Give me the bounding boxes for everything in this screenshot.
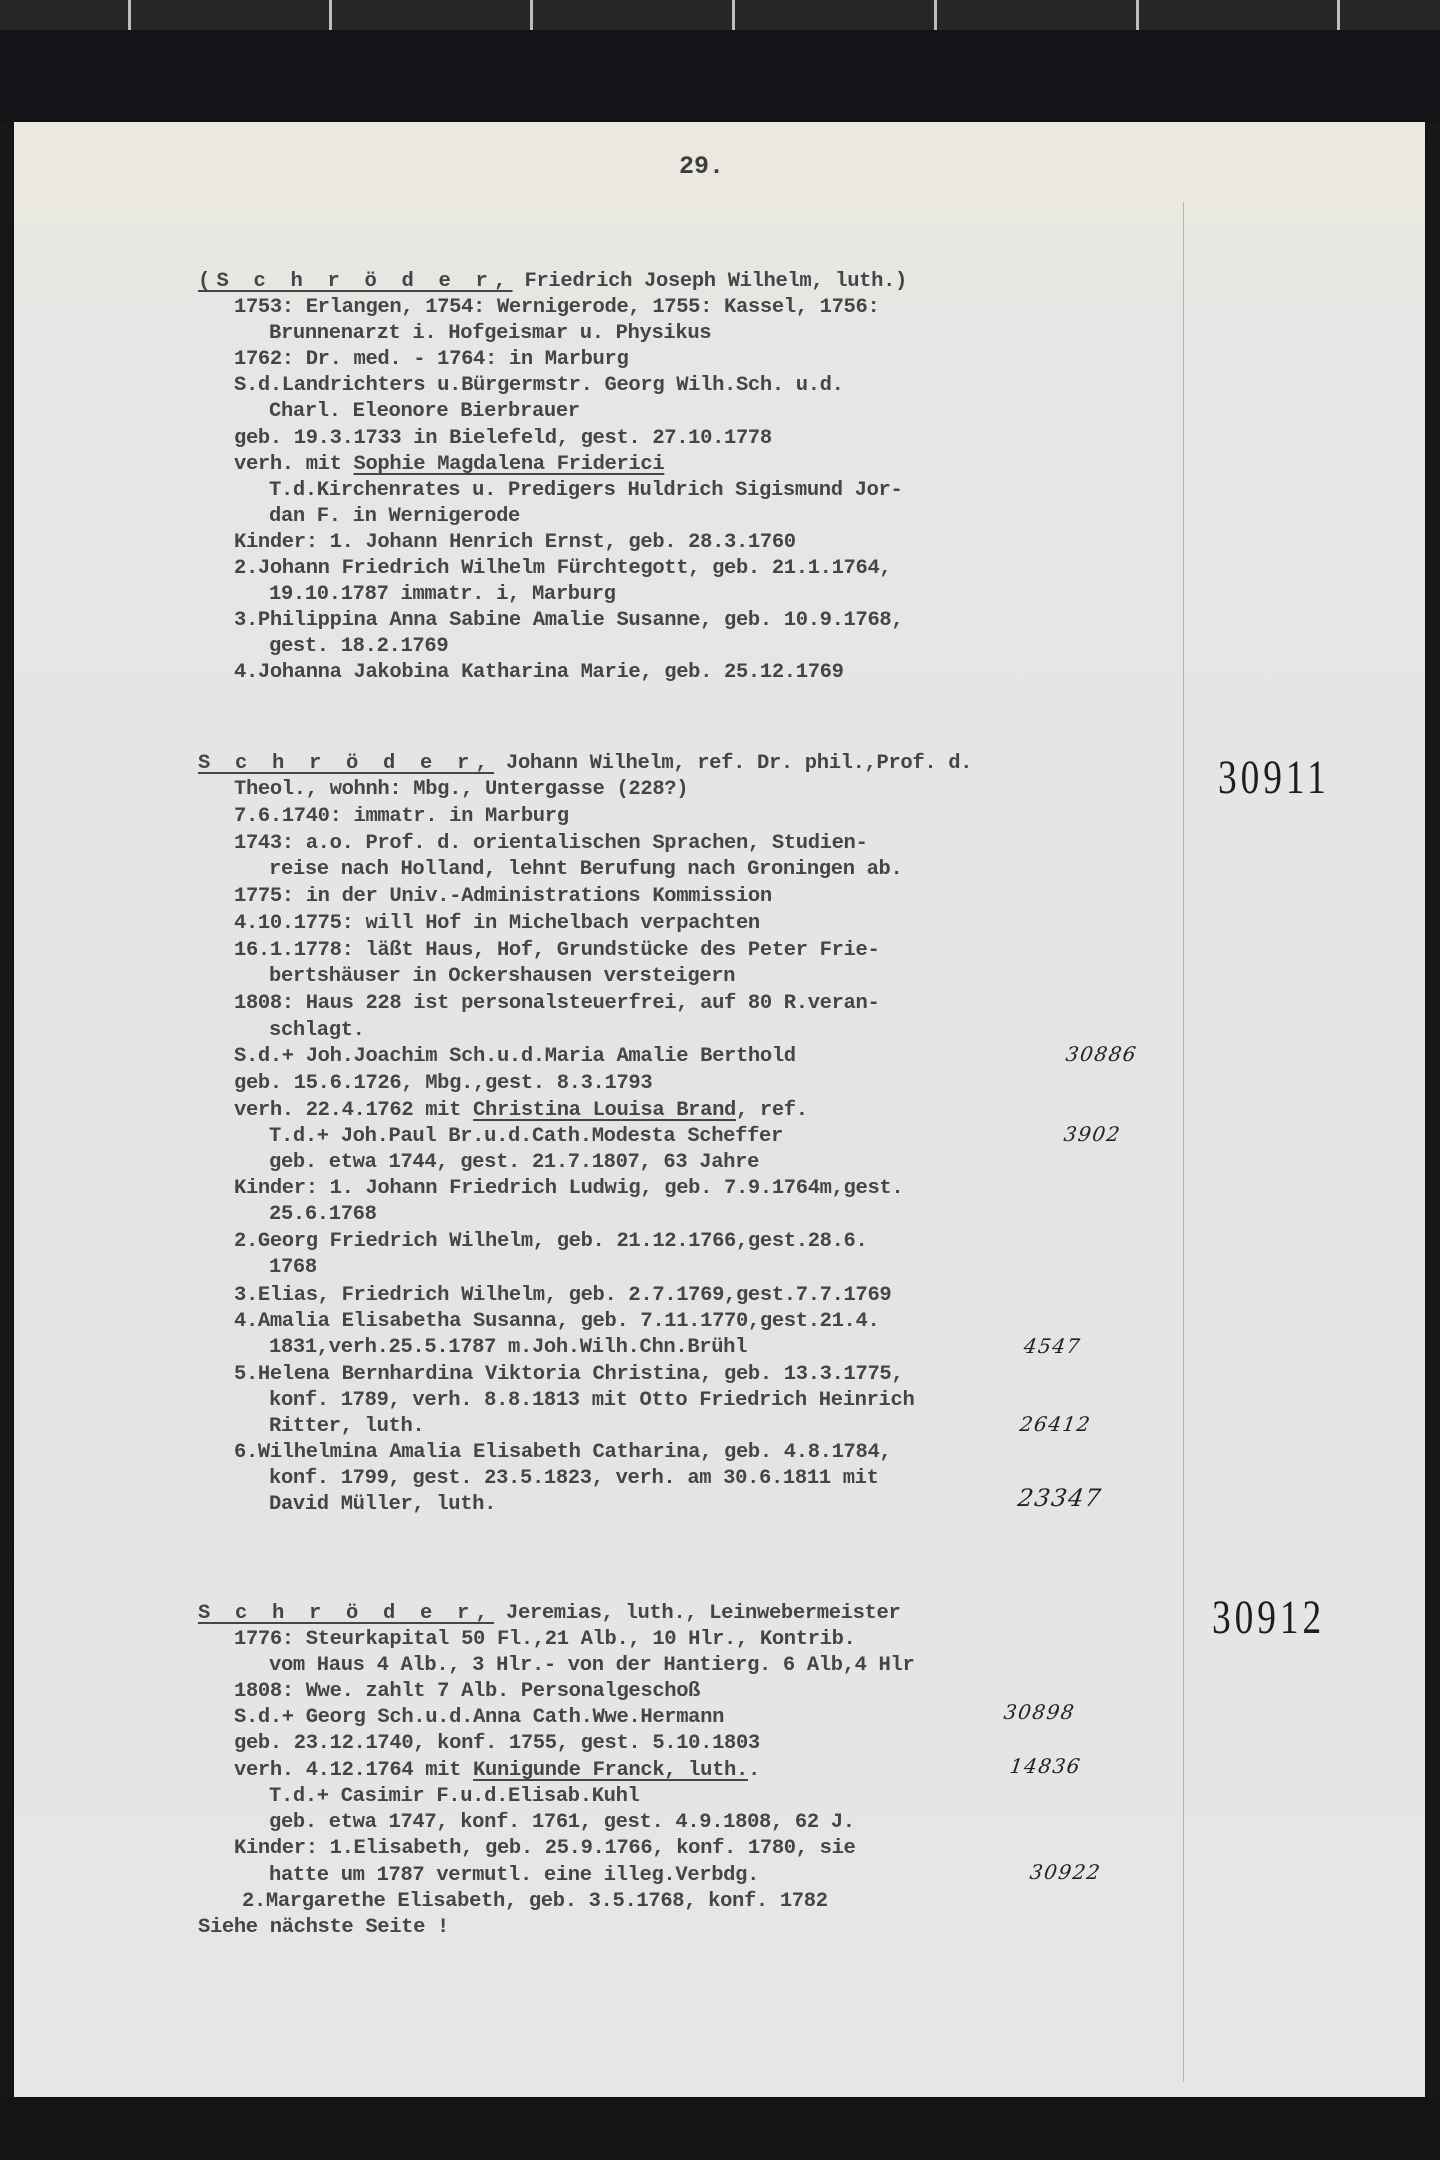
spouse-name: Sophie Magdalena Friderici — [353, 453, 665, 476]
entry-line: konf. 1799, gest. 23.5.1823, verh. am 30.6.1811 mit — [269, 1467, 879, 1490]
entry-line: verh. 22.4.1762 mit Christina Louisa Brand, ref. — [234, 1099, 808, 1122]
entry-line: 1762: Dr. med. - 1764: in Marburg — [234, 348, 629, 371]
entry-line: Kinder: 1.Elisabeth, geb. 25.9.1766, konf. 1780, sie — [234, 1837, 856, 1860]
handwritten-reference: 4547 — [1022, 1334, 1083, 1358]
entry-line: 1831,verh.25.5.1787 m.Joh.Wilh.Chn.Brühl — [269, 1336, 748, 1359]
entry-line: 2.Johann Friedrich Wilhelm Fürchtegott, geb. 21.1.1764, — [234, 557, 892, 580]
entry-line: Ritter, luth. — [269, 1415, 425, 1438]
entry-line: geb. 23.12.1740, konf. 1755, gest. 5.10.1803 — [234, 1732, 760, 1755]
film-tick — [934, 0, 937, 30]
handwritten-reference: 30886 — [1064, 1042, 1139, 1066]
entry-line: Kinder: 1. Johann Henrich Ernst, geb. 28.3.1760 — [234, 531, 796, 554]
film-tick — [329, 0, 332, 30]
entry-line: geb. etwa 1744, gest. 21.7.1807, 63 Jahre — [269, 1151, 760, 1174]
entry-line: T.d.+ Joh.Paul Br.u.d.Cath.Modesta Scheffer — [269, 1125, 783, 1148]
entry-line: 1808: Haus 228 ist personalsteuerfrei, auf 80 R.veran- — [234, 992, 880, 1015]
entry-line: David Müller, luth. — [269, 1493, 497, 1516]
handwritten-reference: 14836 — [1008, 1754, 1083, 1778]
entry-line: S.d.Landrichters u.Bürgermstr. Georg Wilh.Sch. u.d. — [234, 374, 844, 397]
handwritten-reference: 26412 — [1018, 1412, 1093, 1436]
entry-line: geb. 19.3.1733 in Bielefeld, gest. 27.10.1778 — [234, 427, 772, 450]
entry-line: 1808: Wwe. zahlt 7 Alb. Personalgeschoß — [234, 1680, 701, 1703]
film-strip — [0, 0, 1440, 30]
film-tick — [732, 0, 735, 30]
entry-line: 3.Elias, Friedrich Wilhelm, geb. 2.7.1769,gest.7.7.1769 — [234, 1284, 892, 1307]
entry-line: 1775: in der Univ.-Administrations Kommission — [234, 885, 772, 908]
entry-line: 4.Johanna Jakobina Katharina Marie, geb. 25.12.1769 — [234, 661, 844, 684]
entry-line: T.d.Kirchenrates u. Predigers Huldrich Sigismund Jor- — [269, 479, 903, 502]
entry-line: 6.Wilhelmina Amalia Elisabeth Catharina, geb. 4.8.1784, — [234, 1441, 892, 1464]
film-tick — [530, 0, 533, 30]
scanner-background — [0, 30, 1440, 122]
page-number: 29. — [679, 152, 725, 181]
entry-line: Brunnenarzt i. Hofgeismar u. Physikus — [269, 322, 712, 345]
entry-line: verh. 4.12.1764 mit Kunigunde Franck, luth.. — [234, 1759, 760, 1782]
entry-line: konf. 1789, verh. 8.8.1813 mit Otto Friedrich Heinrich — [269, 1389, 915, 1412]
scanner-background-bottom — [0, 2097, 1440, 2160]
entry-line: verh. mit Sophie Magdalena Friderici — [234, 453, 665, 476]
record-number-stamp: 30911 — [1218, 751, 1330, 804]
entry-line: S.d.+ Joh.Joachim Sch.u.d.Maria Amalie Berthold — [234, 1045, 796, 1068]
entry-line: 16.1.1778: läßt Haus, Hof, Grundstücke des Peter Frie- — [234, 939, 880, 962]
entry-line: 2.Georg Friedrich Wilhelm, geb. 21.12.1766,gest.28.6. — [234, 1230, 868, 1253]
entry-line: schlagt. — [269, 1019, 365, 1042]
handwritten-reference: 23347 — [1016, 1484, 1104, 1512]
entry-line: 5.Helena Bernhardina Viktoria Christina, geb. 13.3.1775, — [234, 1363, 904, 1386]
entry-line: geb. 15.6.1726, Mbg.,gest. 8.3.1793 — [234, 1072, 653, 1095]
entry-line: bertshäuser in Ockershausen versteigern — [269, 965, 736, 988]
handwritten-reference: 30922 — [1028, 1860, 1103, 1884]
margin-rule — [1183, 202, 1184, 2082]
entry-line: 19.10.1787 immatr. i, Marburg — [269, 583, 616, 606]
entry-line: geb. etwa 1747, konf. 1761, gest. 4.9.1808, 62 J. — [269, 1811, 855, 1834]
record-number-stamp: 30912 — [1212, 1591, 1326, 1644]
handwritten-reference: 30898 — [1002, 1700, 1077, 1724]
entry-heading: (S c h r ö d e r, Friedrich Joseph Wilhelm, luth.) — [198, 270, 907, 293]
film-tick — [128, 0, 131, 30]
entry-line: 2.Margarethe Elisabeth, geb. 3.5.1768, konf. 1782 — [242, 1890, 828, 1913]
entry-line: Kinder: 1. Johann Friedrich Ludwig, geb. 7.9.1764m,gest. — [234, 1177, 904, 1200]
entry-line: dan F. in Wernigerode — [269, 505, 520, 528]
entry-line: 1753: Erlangen, 1754: Wernigerode, 1755: Kassel, 1756: — [234, 296, 880, 319]
handwritten-reference: 3902 — [1062, 1122, 1123, 1146]
entry-line: 25.6.1768 — [269, 1203, 377, 1226]
entry-line: vom Haus 4 Alb., 3 Hlr.- von der Hantierg. 6 Alb,4 Hlr — [269, 1654, 915, 1677]
entry-line: 4.Amalia Elisabetha Susanna, geb. 7.11.1770,gest.21.4. — [234, 1310, 880, 1333]
entry-line: S.d.+ Georg Sch.u.d.Anna Cath.Wwe.Hermann — [234, 1706, 725, 1729]
entry-line: 1743: a.o. Prof. d. orientalischen Sprachen, Studien- — [234, 832, 868, 855]
entry-line: reise nach Holland, lehnt Berufung nach Groningen ab. — [269, 858, 903, 881]
entry-line: Charl. Eleonore Bierbrauer — [269, 400, 580, 423]
entry-line: 1768 — [269, 1256, 317, 1279]
entry-line: 1776: Steurkapital 50 Fl.,21 Alb., 10 Hlr., Kontrib. — [234, 1628, 856, 1651]
entry-heading: S c h r ö d e r, Jeremias, luth., Leinwebermeister — [198, 1602, 901, 1625]
spouse-name: Christina Louisa Brand — [473, 1099, 736, 1122]
document-page — [14, 122, 1425, 2097]
entry-line: 4.10.1775: will Hof in Michelbach verpachten — [234, 912, 760, 935]
spouse-name: Kunigunde Franck, luth. — [473, 1759, 748, 1782]
entry-line: Theol., wohnh: Mbg., Untergasse (228?) — [234, 778, 689, 801]
entry-line: 7.6.1740: immatr. in Marburg — [234, 805, 569, 828]
continuation-note: Siehe nächste Seite ! — [198, 1916, 449, 1939]
film-tick — [1136, 0, 1139, 30]
entry-heading: S c h r ö d e r, Johann Wilhelm, ref. Dr. phil.,Prof. d. — [198, 752, 973, 775]
film-tick — [1337, 0, 1340, 30]
entry-line: hatte um 1787 vermutl. eine illeg.Verbdg. — [269, 1864, 760, 1887]
entry-line: 3.Philippina Anna Sabine Amalie Susanne, geb. 10.9.1768, — [234, 609, 904, 632]
entry-line: T.d.+ Casimir F.u.d.Elisab.Kuhl — [269, 1785, 640, 1808]
entry-line: gest. 18.2.1769 — [269, 635, 449, 658]
